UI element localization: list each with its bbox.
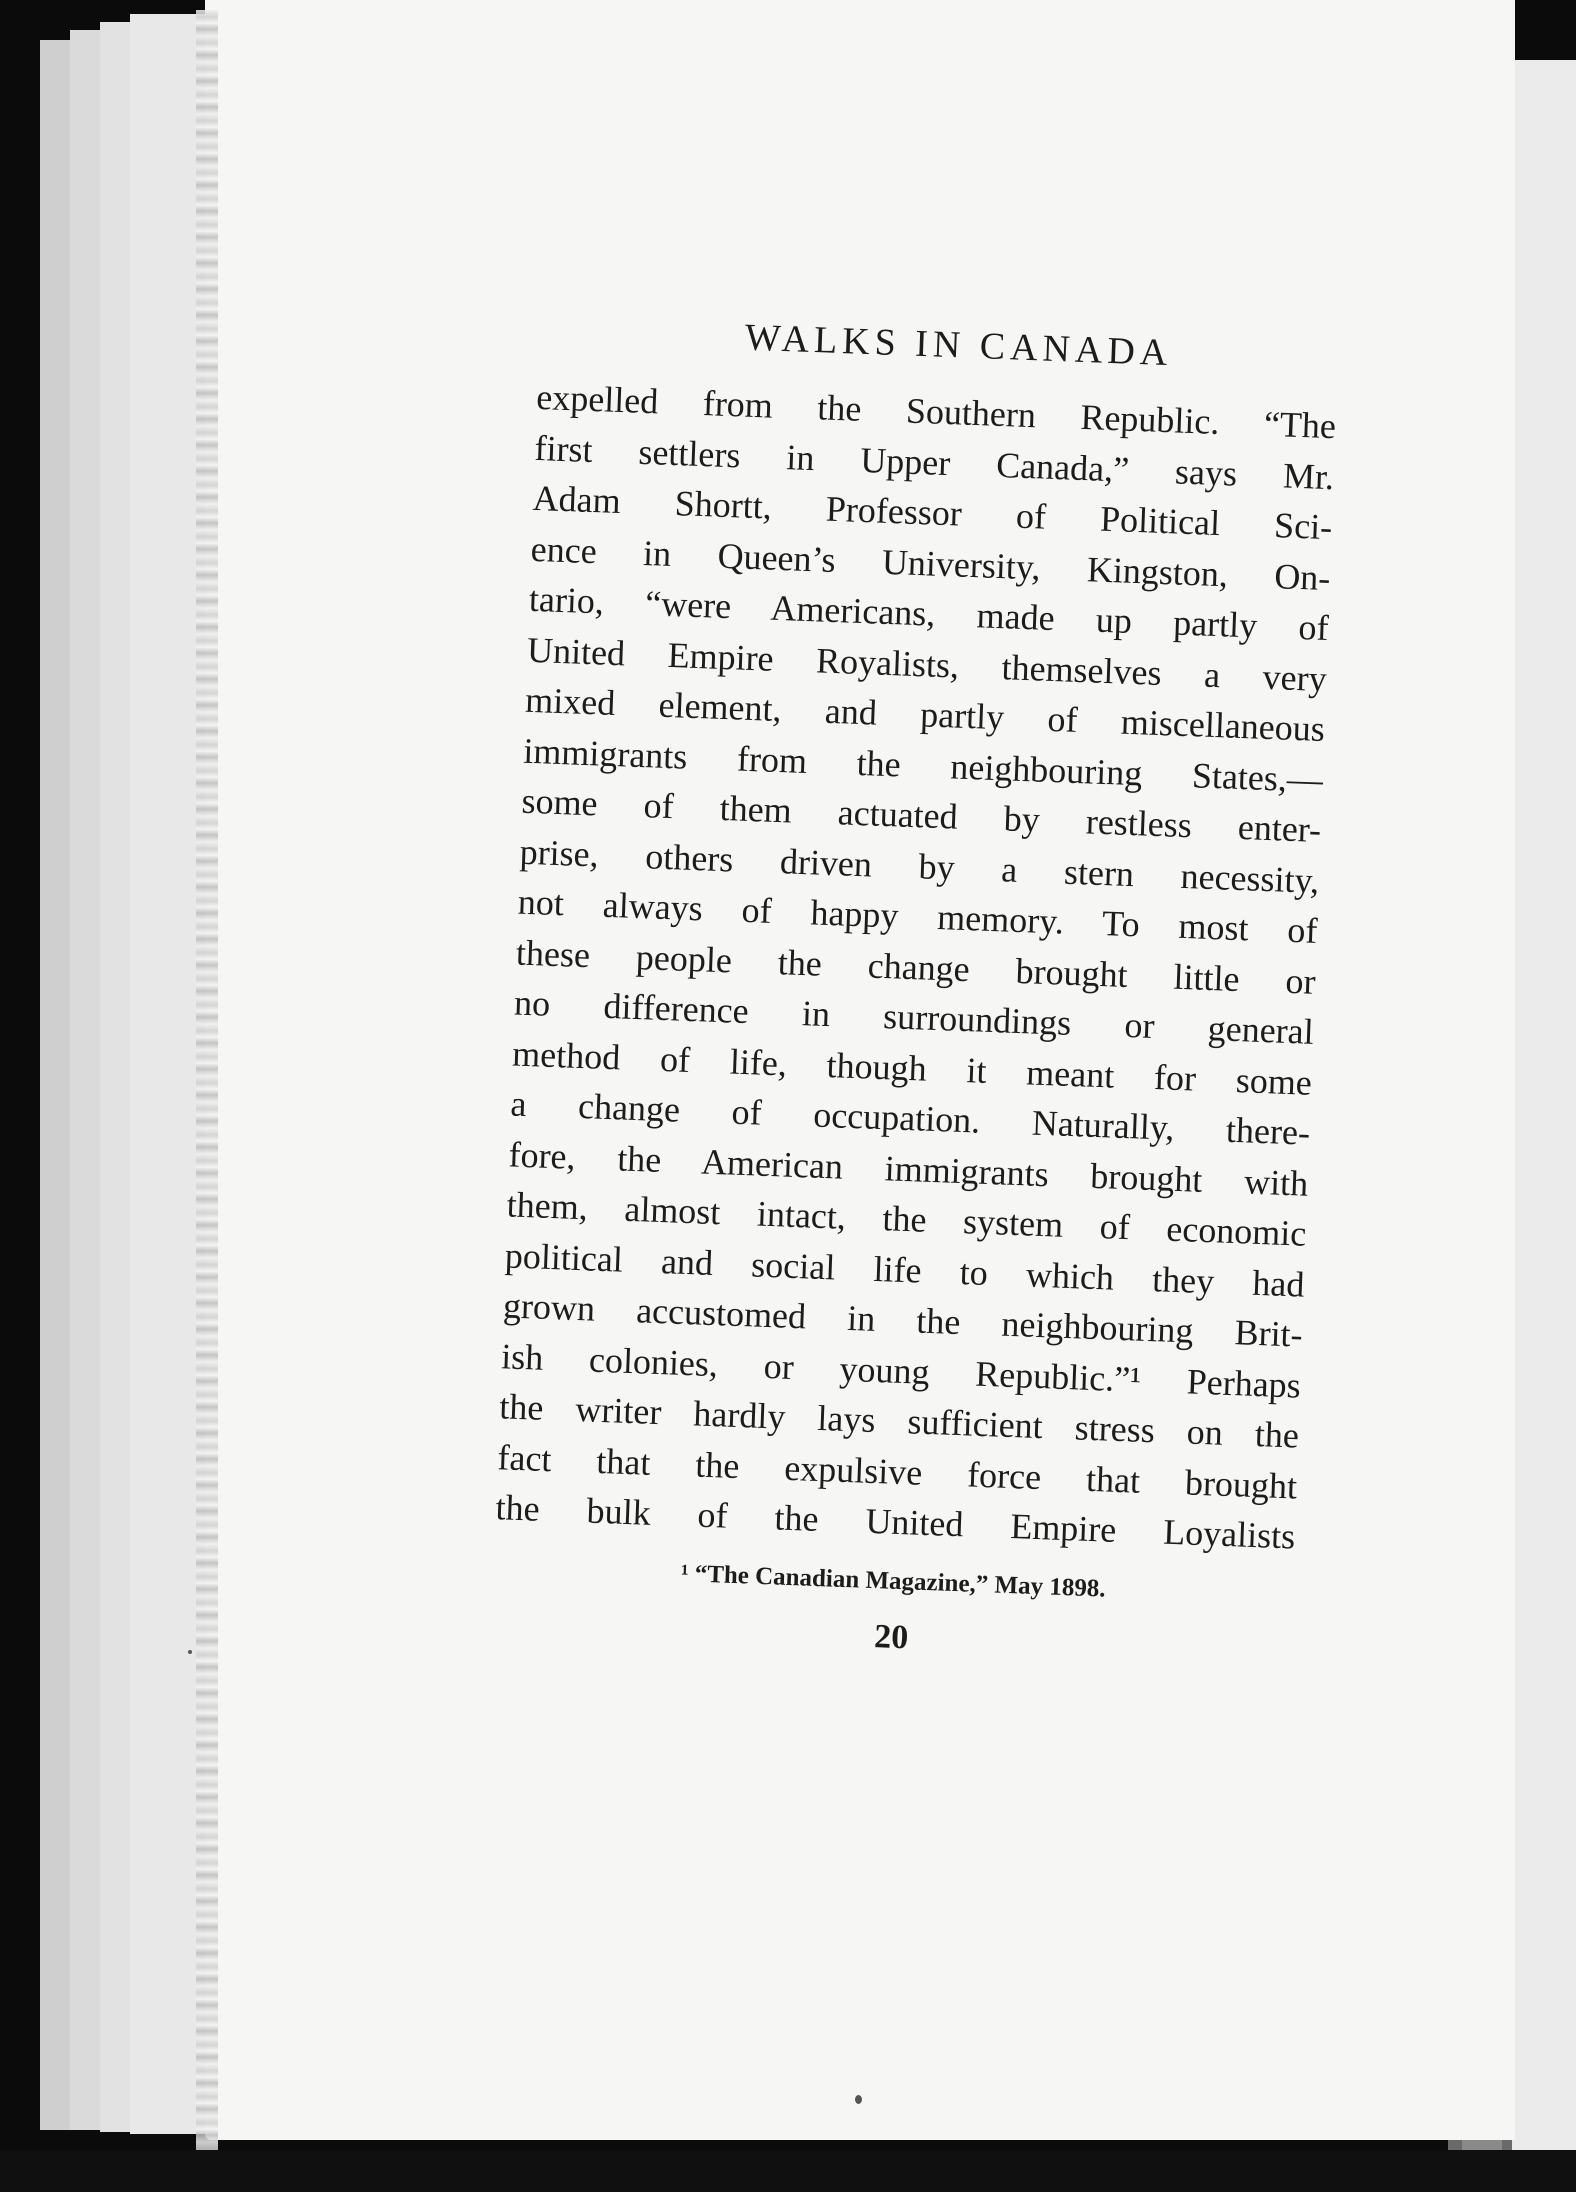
page-number: 20 [873,1617,909,1656]
body-line: them, almost intact, the system of economic [506,1184,1308,1254]
body-line: expelled from the Southern Republic. “The [535,376,1337,447]
scan-background [0,2150,1576,2192]
body-line: method of life, though it meant for some [511,1033,1313,1103]
body-text [495,372,1337,1562]
body-line: first settlers in Upper Canada,” says Mr. [533,427,1335,497]
body-line: tario, “were Americans, made up partly of [528,578,1330,649]
body-line: fore, the American immigrants brought with [507,1133,1309,1204]
body-line: ish colonies, or young Republic.”¹ Perhaps [500,1335,1302,1406]
body-line: immigrants from the neighbouring States,— [522,730,1324,800]
body-line: a change of occupation. Naturally, there- [509,1083,1311,1153]
paper-speck [188,1650,192,1654]
body-line: prise, others driven by a stern necessity, [519,831,1320,901]
body-line: Adam Shortt, Professor of Political Sci- [532,477,1333,548]
body-line: ence in Queen’s University, Kingston, On- [530,528,1332,598]
body-line: the bulk of the United Empire Loyalists [495,1487,1296,1557]
body-line: political and social life to which they had [504,1234,1306,1305]
footnote: ¹ “The Canadian Magazine,” May 1898. [680,1559,1107,1603]
body-line: grown accustomed in the neighbouring Brit- [502,1285,1304,1355]
page-content [490,300,1339,1680]
body-line: the writer hardly lays sufficient stress on the [498,1386,1300,1456]
body-line: not always of happy memory. To most of [517,881,1319,951]
body-line: some of them actuated by restless enter- [520,780,1322,850]
running-head: WALKS IN CANADA [744,316,1174,375]
deckled-edge [196,10,218,2150]
paper-speck [855,2095,862,2104]
body-line: fact that the expulsive force that brought [496,1436,1298,1507]
body-line: mixed element, and partly of miscellaneous [524,679,1326,750]
facing-page-edge [1512,60,1576,2192]
body-line: these people the change brought little or [515,932,1317,1002]
body-line: no difference in surroundings or general [513,982,1315,1052]
body-line: United Empire Royalists, themselves a very [526,629,1328,699]
